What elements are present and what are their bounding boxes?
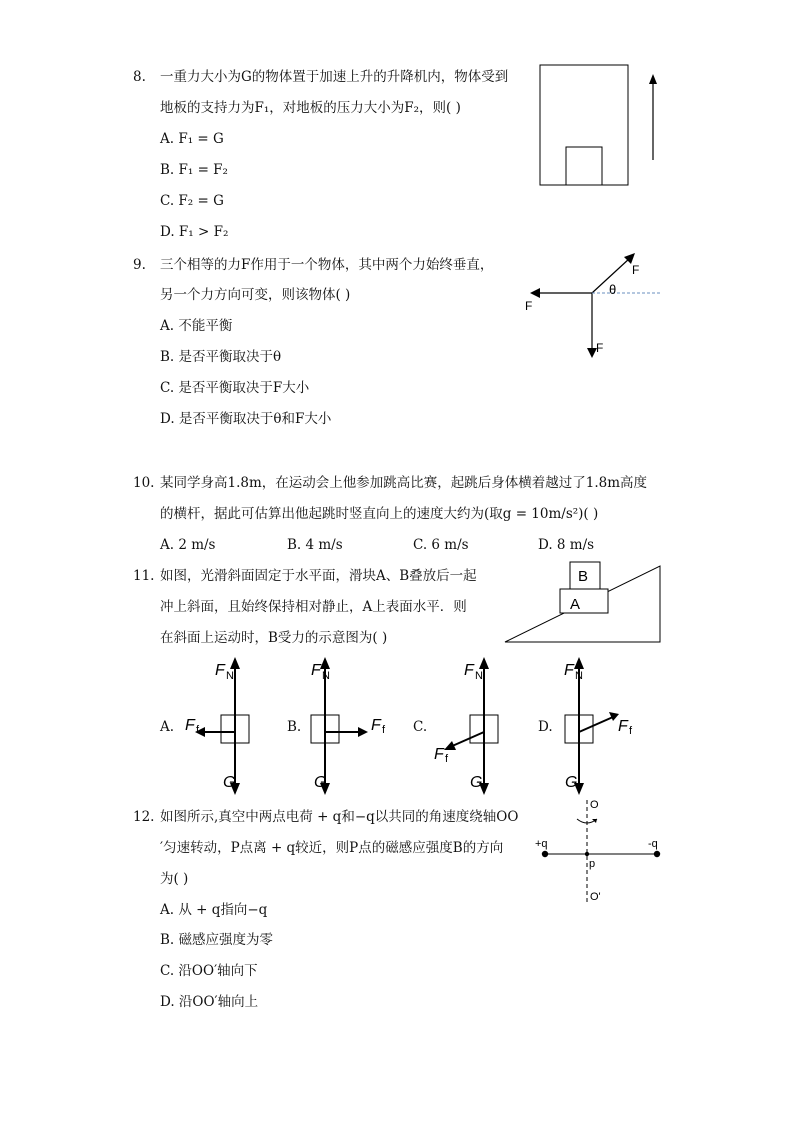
label-b: B (578, 568, 589, 585)
q11c-g: G (470, 774, 483, 791)
q8-stem-line1: 一重力大小为G的物体置于加速上升的升降机内，物体受到 (160, 69, 509, 85)
q11a-ff: F (185, 717, 195, 734)
q8-number: 8. (133, 69, 146, 85)
q11d-ff: F (618, 718, 628, 735)
point-p (585, 852, 589, 856)
q9-option-c: C. 是否平衡取决于F大小 (160, 380, 310, 396)
elevator-box (540, 65, 628, 185)
q11b-ff: F (371, 717, 381, 734)
q11a-fn: F (215, 662, 225, 679)
q11a-fn-sub: N (226, 670, 234, 682)
q10-stem-line2: 的横杆，据此可估算出他起跳时竖直向上的速度大约为(取g = 10m/s²)( ) (160, 506, 599, 522)
q11-choice-b-diagram (300, 655, 400, 795)
q10-option-d: D. 8 m/s (538, 537, 595, 553)
q11-stem-line3: 在斜面上运动时，B受力的示意图为( ) (160, 630, 388, 646)
q11-choice-a-diagram (185, 655, 275, 795)
q12-label-o2: O' (590, 891, 601, 903)
q9-label-f-diag: F (632, 263, 640, 277)
block-a (560, 589, 608, 613)
q9-label-theta: θ (609, 282, 617, 297)
object-block (566, 147, 602, 185)
q11-incline-figure (500, 556, 670, 646)
q11b-ff-sub: f (382, 724, 386, 736)
q11-choice-a-letter: A. (160, 719, 175, 735)
q11-choice-d-diagram (555, 655, 665, 795)
q11-choice-b-letter: B. (287, 719, 302, 735)
q12-label-o: O (590, 799, 599, 811)
q9-label-f-left: F (525, 299, 533, 313)
q11b-g: G (314, 774, 327, 791)
q11-choice-c-letter: C. (413, 719, 428, 735)
q9-number: 9. (133, 257, 146, 273)
q12-stem-line2: ′匀速转动，P点离 + q较近，则P点的磁感应强度B的方向 (160, 840, 504, 856)
positive-charge (542, 851, 548, 857)
q9-option-a: A. 不能平衡 (160, 318, 233, 334)
q10-stem-line1: 某同学身高1.8m，在运动会上他参加跳高比赛，起跳后身体横着越过了1.8m高度 (160, 475, 648, 491)
q11b-fn: F (311, 662, 321, 679)
q12-option-a: A. 从 + q指向−q (160, 902, 268, 918)
q11d-fn: F (564, 662, 574, 679)
label-a: A (570, 596, 581, 613)
q10-option-b: B. 4 m/s (287, 537, 343, 553)
q11c-fn-sub: N (475, 670, 483, 682)
q12-stem-line1: 如图所示,真空中两点电荷 + q和−q以共同的角速度绕轴OO (160, 809, 519, 825)
q9-option-b: B. 是否平衡取决于θ (160, 349, 282, 365)
q11-choice-d-letter: D. (538, 719, 553, 735)
q11-stem-line1: 如图，光滑斜面固定于水平面，滑块A、B叠放后一起 (160, 568, 477, 584)
q10-option-c: C. 6 m/s (413, 537, 469, 553)
q12-option-c: C. 沿OO′轴向下 (160, 963, 258, 979)
q11a-g: G (223, 774, 236, 791)
q11b-fn-sub: N (322, 670, 330, 682)
q11-choice-c-diagram (430, 655, 530, 795)
q9-stem-line1: 三个相等的力F作用于一个物体，其中两个力始终垂直， (160, 257, 494, 273)
q12-charge-figure (530, 795, 670, 910)
q11d-g: G (565, 774, 578, 791)
q12-number: 12. (133, 809, 155, 825)
q12-label-pos: +q (535, 838, 548, 850)
q8-elevator-figure (535, 60, 675, 190)
q11-stem-line2: 冲上斜面，且始终保持相对静止，A上表面水平．则 (160, 599, 467, 615)
q8-stem-line2: 地板的支持力为F₁，对地板的压力大小为F₂，则( ) (160, 100, 461, 116)
q9-option-d: D. 是否平衡取决于θ和F大小 (160, 411, 332, 427)
q8-option-d: D. F₁ > F₂ (160, 224, 229, 240)
q11c-fn: F (464, 662, 474, 679)
q9-stem-line2: 另一个力方向可变，则该物体( ) (160, 287, 351, 303)
q11-number: 11. (133, 568, 155, 584)
q8-option-c: C. F₂ = G (160, 193, 224, 209)
q11d-ff-sub: f (629, 725, 633, 737)
q12-label-neg: -q (648, 838, 658, 850)
q8-option-a: A. F₁ = G (160, 131, 224, 147)
q10-number: 10. (133, 475, 155, 491)
q10-option-a: A. 2 m/s (160, 537, 216, 553)
q11c-ff-sub: f (445, 753, 449, 765)
negative-charge (654, 851, 660, 857)
q12-label-p: p (589, 858, 596, 870)
q11a-ff-sub: f (196, 724, 200, 736)
q9-label-f-down: F (596, 341, 604, 355)
q11c-ff: F (434, 746, 444, 763)
q12-option-b: B. 磁感应强度为零 (160, 932, 274, 948)
q11d-fn-sub: N (575, 670, 583, 682)
q9-force-figure (520, 248, 670, 368)
q12-stem-line3: 为( ) (160, 871, 189, 887)
q8-option-b: B. F₁ = F₂ (160, 162, 228, 178)
q12-option-d: D. 沿OO′轴向上 (160, 994, 259, 1010)
